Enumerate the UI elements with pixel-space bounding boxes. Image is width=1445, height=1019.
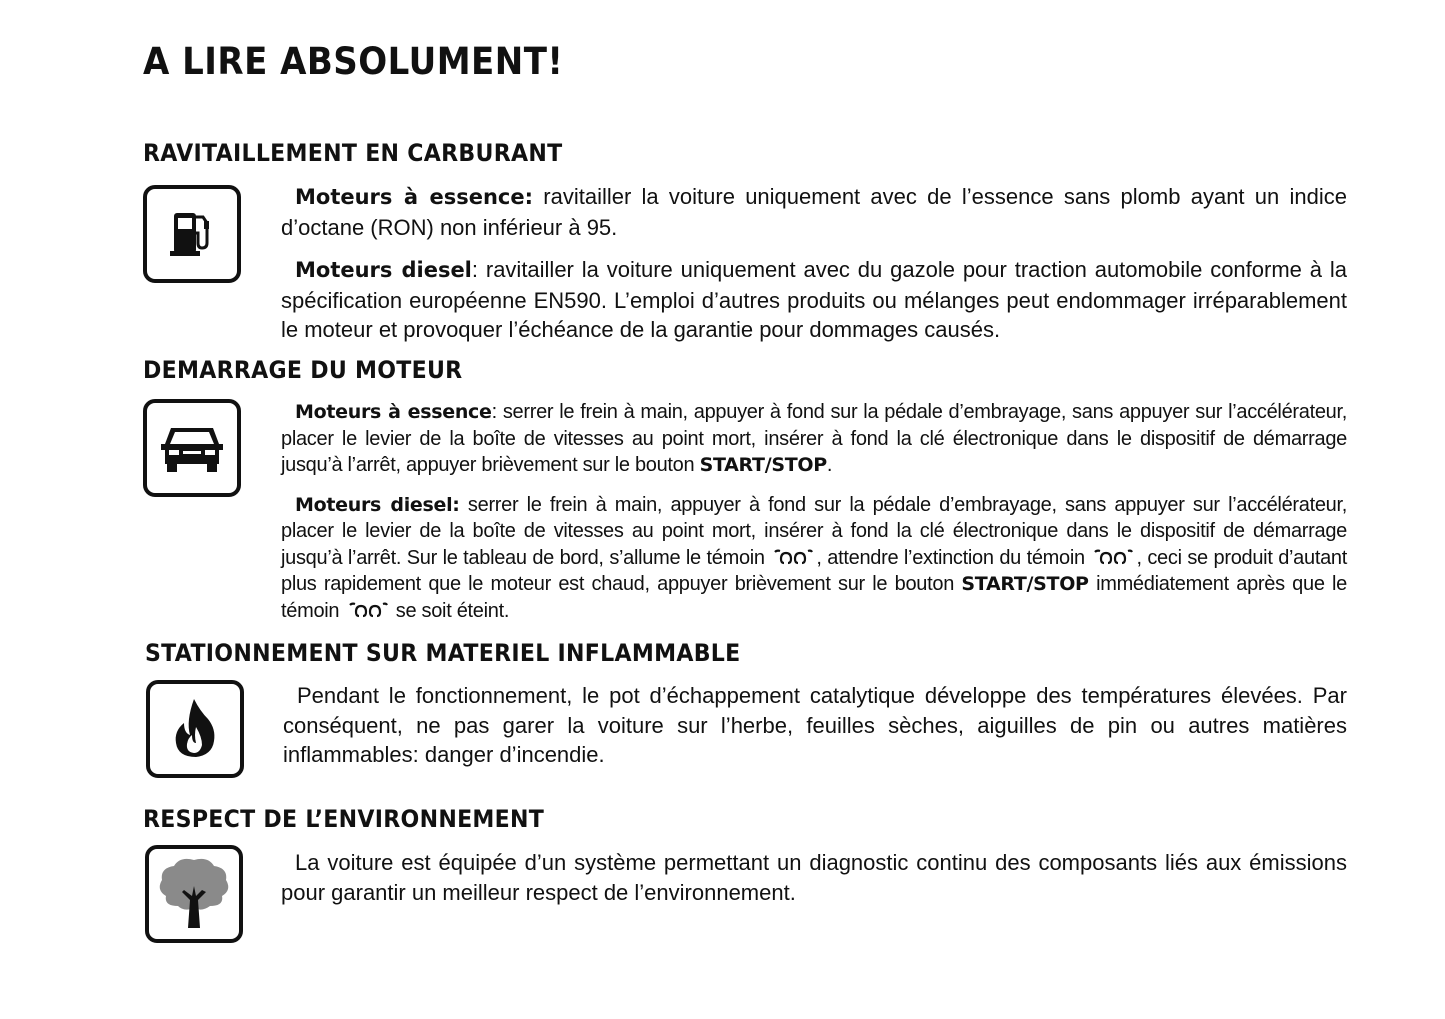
paragraph-diesel-start: Moteurs diesel: serrer le frein à main, appuyer à fond sur la pédale d’embrayage, sans appuyer sur l’accélérateur, placer le levier de la boîte de vitesses au point mort, insérer à fond la clé électronique dans le dispositif de démarrage jusqu’à l’arrêt. Sur le tableau de bord, s’allume le témoin , attendre l’extinction du témoin , ceci se produit d’autant plus rapidement que le moteur est chaud, appuyer brièvement sur le bouton START/STOP immédiatement après que le témoin se soit éteint. [281,493,1348,622]
section-body-engine-start [281,399,1347,624]
paragraph-petrol-fuel: Moteurs à essence: ravitailler la voiture uniquement avec de l’essence sans plomb ayant un indice d’octane (RON) non inférieur à 95. [281,184,1347,240]
glow-plug-icon [1092,549,1134,565]
paragraph-diesel-fuel: Moteurs diesel: ravitailler la voiture uniquement avec du gazole pour traction automobile conforme à la spécification européenne EN590. L’emploi d’autres produits ou mélanges peut endommager irréparablement le moteur et provoquer l’échéance de la garantie pour dommages causés. [281,257,1347,342]
fuel-pump-icon [143,185,241,283]
start-stop-label: START/STOP [961,573,1089,595]
paragraph-flammable: Pendant le fonctionnement, le pot d’échappement catalytique développe des températures élevées. Par conséquent, ne pas garer la voiture sur l’herbe, feuilles sèches, aiguilles de pin ou autres matières inflammables: danger d’incendie. [283,683,1347,767]
paragraph-petrol-start: Moteurs à essence: serrer le frein à main, appuyer à fond sur la pédale d’embrayage, sans appuyer sur l’accélérateur, placer le levier de la boîte de vitesses au point mort, insérer à fond la clé électronique dans le dispositif de démarrage jusqu’à l’arrêt, appuyer brièvement sur le bouton START/STOP. [281,401,1348,476]
paragraph-environment: La voiture est équipée d’un système permettant un diagnostic continu des composants liés aux émissions pour garantir un meilleur respect de l’environnement. [281,850,1347,905]
start-stop-label: START/STOP [699,454,827,476]
glow-plug-icon [347,602,389,618]
section-body-environment [281,848,1347,907]
flame-icon [146,680,244,778]
section-body-fuel [281,182,1347,345]
glow-plug-icon [772,549,814,565]
section-title-flammable: STATIONNEMENT SUR MATERIEL INFLAMMABLE [145,639,741,667]
car-front-icon [143,399,241,497]
section-body-flammable [283,681,1347,770]
tree-icon [145,845,243,943]
page-title: A LIRE ABSOLUMENT! [143,40,564,83]
section-title-fuel: RAVITAILLEMENT EN CARBURANT [143,139,563,167]
section-title-engine-start: DEMARRAGE DU MOTEUR [143,356,463,384]
section-title-environment: RESPECT DE L’ENVIRONNEMENT [143,805,545,833]
